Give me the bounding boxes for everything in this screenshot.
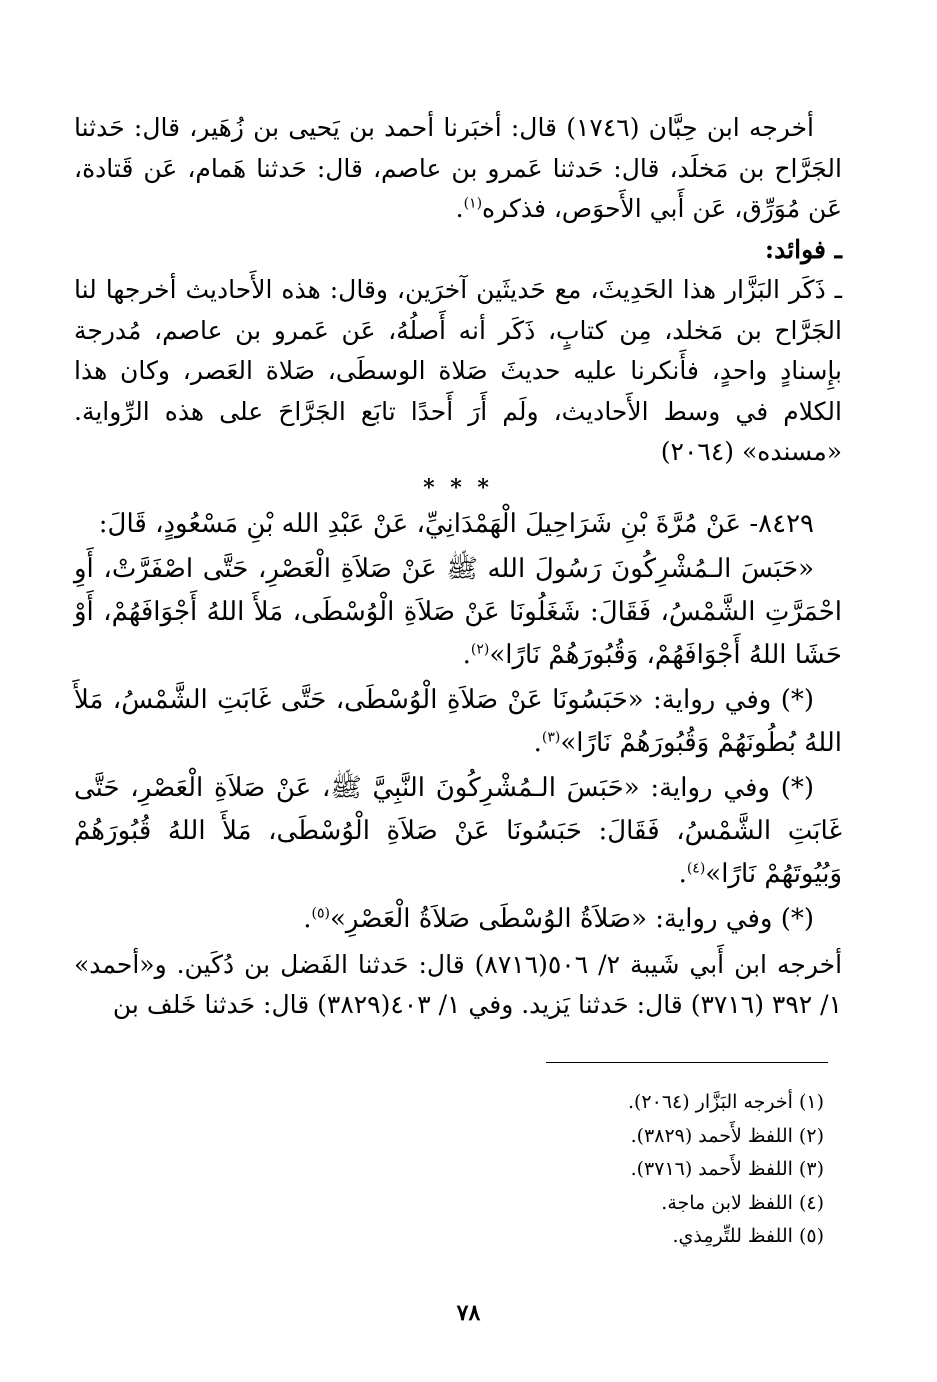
- footnote-2: (٢) اللفظ لأَحمد (٣٨٢٩).: [630, 1124, 824, 1147]
- hadith-matn: «حَبَسَ الـمُشْرِكُونَ رَسُولَ الله ﷺ عَنْ صَلاَةِ الْعَصْرِ، حَتَّى اصْفَرَّتْ، أَوِ احْمَرَّتِ الشَّمْسُ، فَقَالَ: شَغَلُونَا عَنْ صَلاَةِ الْوُسْطَى، مَلأَ اللهُ أَجْوَافَهُمْ، أَوْ حَشَا اللهُ أَجْوَافَهُمْ، وَقُبُورَهُمْ نَارًا»$^{(٢)}$.: [74, 553, 842, 670]
- benefits-paragraph: ـ ذَكَر البَزَّار هذا الحَدِيثَ، مع حَديثَين آخرَين، وقال: هذه الأَحاديث أخرجها لنا الجَرَّاح بن مَخلد، مِن كتابٍ، ذَكَر أنه أَصلُهُ، عَن عَمرو بن عاصم، مُدرجة بإِسنادٍ واحدٍ، فأَنكرنا عليه حديثَ صَلاة الوسطَى، صَلاة العَصر، وكان هذا الكلام في وسط الأَحاديث، ولَم أَرَ أَحدًا تابَع الجَرَّاحَ على هذه الرِّواية. «مسنده» (٢٠٦٤): [74, 275, 842, 466]
- narration-2: (*) وفي رواية: «حَبَسَ الـمُشْرِكُونَ النَّبِيَّ ﷺ، عَنْ صَلاَةِ الْعَصْرِ، حَتَّى غَابَتِ الشَّمْسُ، فَقَالَ: حَبَسُونَا عَنْ صَلاَةِ الْوُسْطَى، مَلأَ اللهُ قُبُورَهُمْ وَبُيُوتَهُمْ نَارًا»$^{(٤)}$.: [74, 772, 842, 889]
- intro-paragraph: [74, 108, 842, 230]
- hadith-entry: [74, 503, 842, 546]
- narration-1-text: (*) وفي رواية: «حَبَسُونَا عَنْ صَلاَةِ الْوُسْطَى، حَتَّى غَابَتِ الشَّمْسُ، مَلأَ اللهُ بُطُونَهُمْ وَقُبُورَهُمْ نَارًا»: [74, 684, 842, 758]
- footnote-4: (٤) اللفظ لابن ماجة.: [661, 1191, 824, 1214]
- footnote-3: (٣) اللفظ لأَحمد (٣٧١٦).: [630, 1158, 824, 1180]
- footnote-1: (١) أخرجه البَزَّار (٢٠٦٤).: [627, 1091, 824, 1113]
- footnote-divider: [546, 1062, 828, 1063]
- footnote-ref-4[interactable]: (٤): [686, 859, 706, 876]
- hadith-matn-text: «حَبَسَ الـمُشْرِكُونَ رَسُولَ الله ﷺ عَنْ صَلاَةِ الْعَصْرِ، حَتَّى اصْفَرَّتْ، أَوِ احْمَرَّتِ الشَّمْسُ، فَقَالَ: شَغَلُونَا عَنْ صَلاَةِ الْوُسْطَى، مَلأَ اللهُ أَجْوَافَهُمْ، أَوْ حَشَا اللهُ أَجْوَافَهُمْ، وَقُبُورَهُمْ نَارًا»: [74, 553, 842, 670]
- hadith-number: ٨٤٢٩-: [749, 508, 814, 539]
- footnote-ref-2[interactable]: (٢): [470, 640, 490, 657]
- section-separator: * * *: [423, 474, 493, 501]
- benefits-heading: ـ فوائد:: [764, 234, 842, 264]
- narration-1: (*) وفي رواية: «حَبَسُونَا عَنْ صَلاَةِ الْوُسْطَى، حَتَّى غَابَتِ الشَّمْسُ، مَلأَ اللهُ بُطُونَهُمْ وَقُبُورَهُمْ نَارًا»$^{(٣)}$.: [74, 684, 842, 758]
- hadith-isnad: عَنْ مُرَّةَ بْنِ شَرَاحِيلَ الْهَمْدَانِيِّ، عَنْ عَبْدِ الله بْنِ مَسْعُودٍ، قَالَ:: [98, 508, 742, 539]
- footnotes-section: [84, 1086, 824, 1254]
- footnote-ref-3[interactable]: (٣): [541, 728, 561, 745]
- intro-tail: .: [455, 194, 464, 223]
- narration-3: (*) وفي رواية: «صَلاَةُ الوُسْطَى صَلاَةُ الْعَصْرِ»$^{(٥)}$.: [303, 903, 814, 934]
- page-number: ٧٨: [456, 1300, 481, 1326]
- footnote-ref-1[interactable]: (١): [463, 195, 483, 212]
- footnote-ref-5[interactable]: (٥): [311, 904, 331, 921]
- takhrij-paragraph: أخرجه ابن أَبي شَيبة ٢/ ٥٠٦(٨٧١٦) قال: حَدثنا الفَضل بن دُكَين. و«أحمد» ١/ ٣٩٢ (٣٧١٦) قال: حَدثنا يَزيد. وفي ١/ ٤٠٣(٣٨٢٩) قال: حَدثنا خَلف بن: [74, 949, 843, 1019]
- narration-3-text: (*) وفي رواية: «صَلاَةُ الوُسْطَى صَلاَةُ الْعَصْرِ»: [330, 903, 814, 934]
- intro-text: أخرجه ابن حِبَّان (١٧٤٦) قال: أخبَرنا أحمد بن يَحيى بن زُهَير، قال: حَدثنا الجَرَّاح بن مَخلَد، قال: حَدثنا عَمرو بن عاصم، قال: حَدثنا هَمام، عَن قَتادة، عَن مُوَرِّق، عَن أَبي الأَحوَص، فذكره: [74, 113, 842, 223]
- narration-2-text: (*) وفي رواية: «حَبَسَ الـمُشْرِكُونَ النَّبِيَّ ﷺ، عَنْ صَلاَةِ الْعَصْرِ، حَتَّى غَابَتِ الشَّمْسُ، فَقَالَ: حَبَسُونَا عَنْ صَلاَةِ الْوُسْطَى، مَلأَ اللهُ قُبُورَهُمْ وَبُيُوتَهُمْ نَارًا»: [74, 772, 842, 889]
- footnote-5: (٥) اللفظ للتِّرمِذي.: [672, 1225, 824, 1247]
